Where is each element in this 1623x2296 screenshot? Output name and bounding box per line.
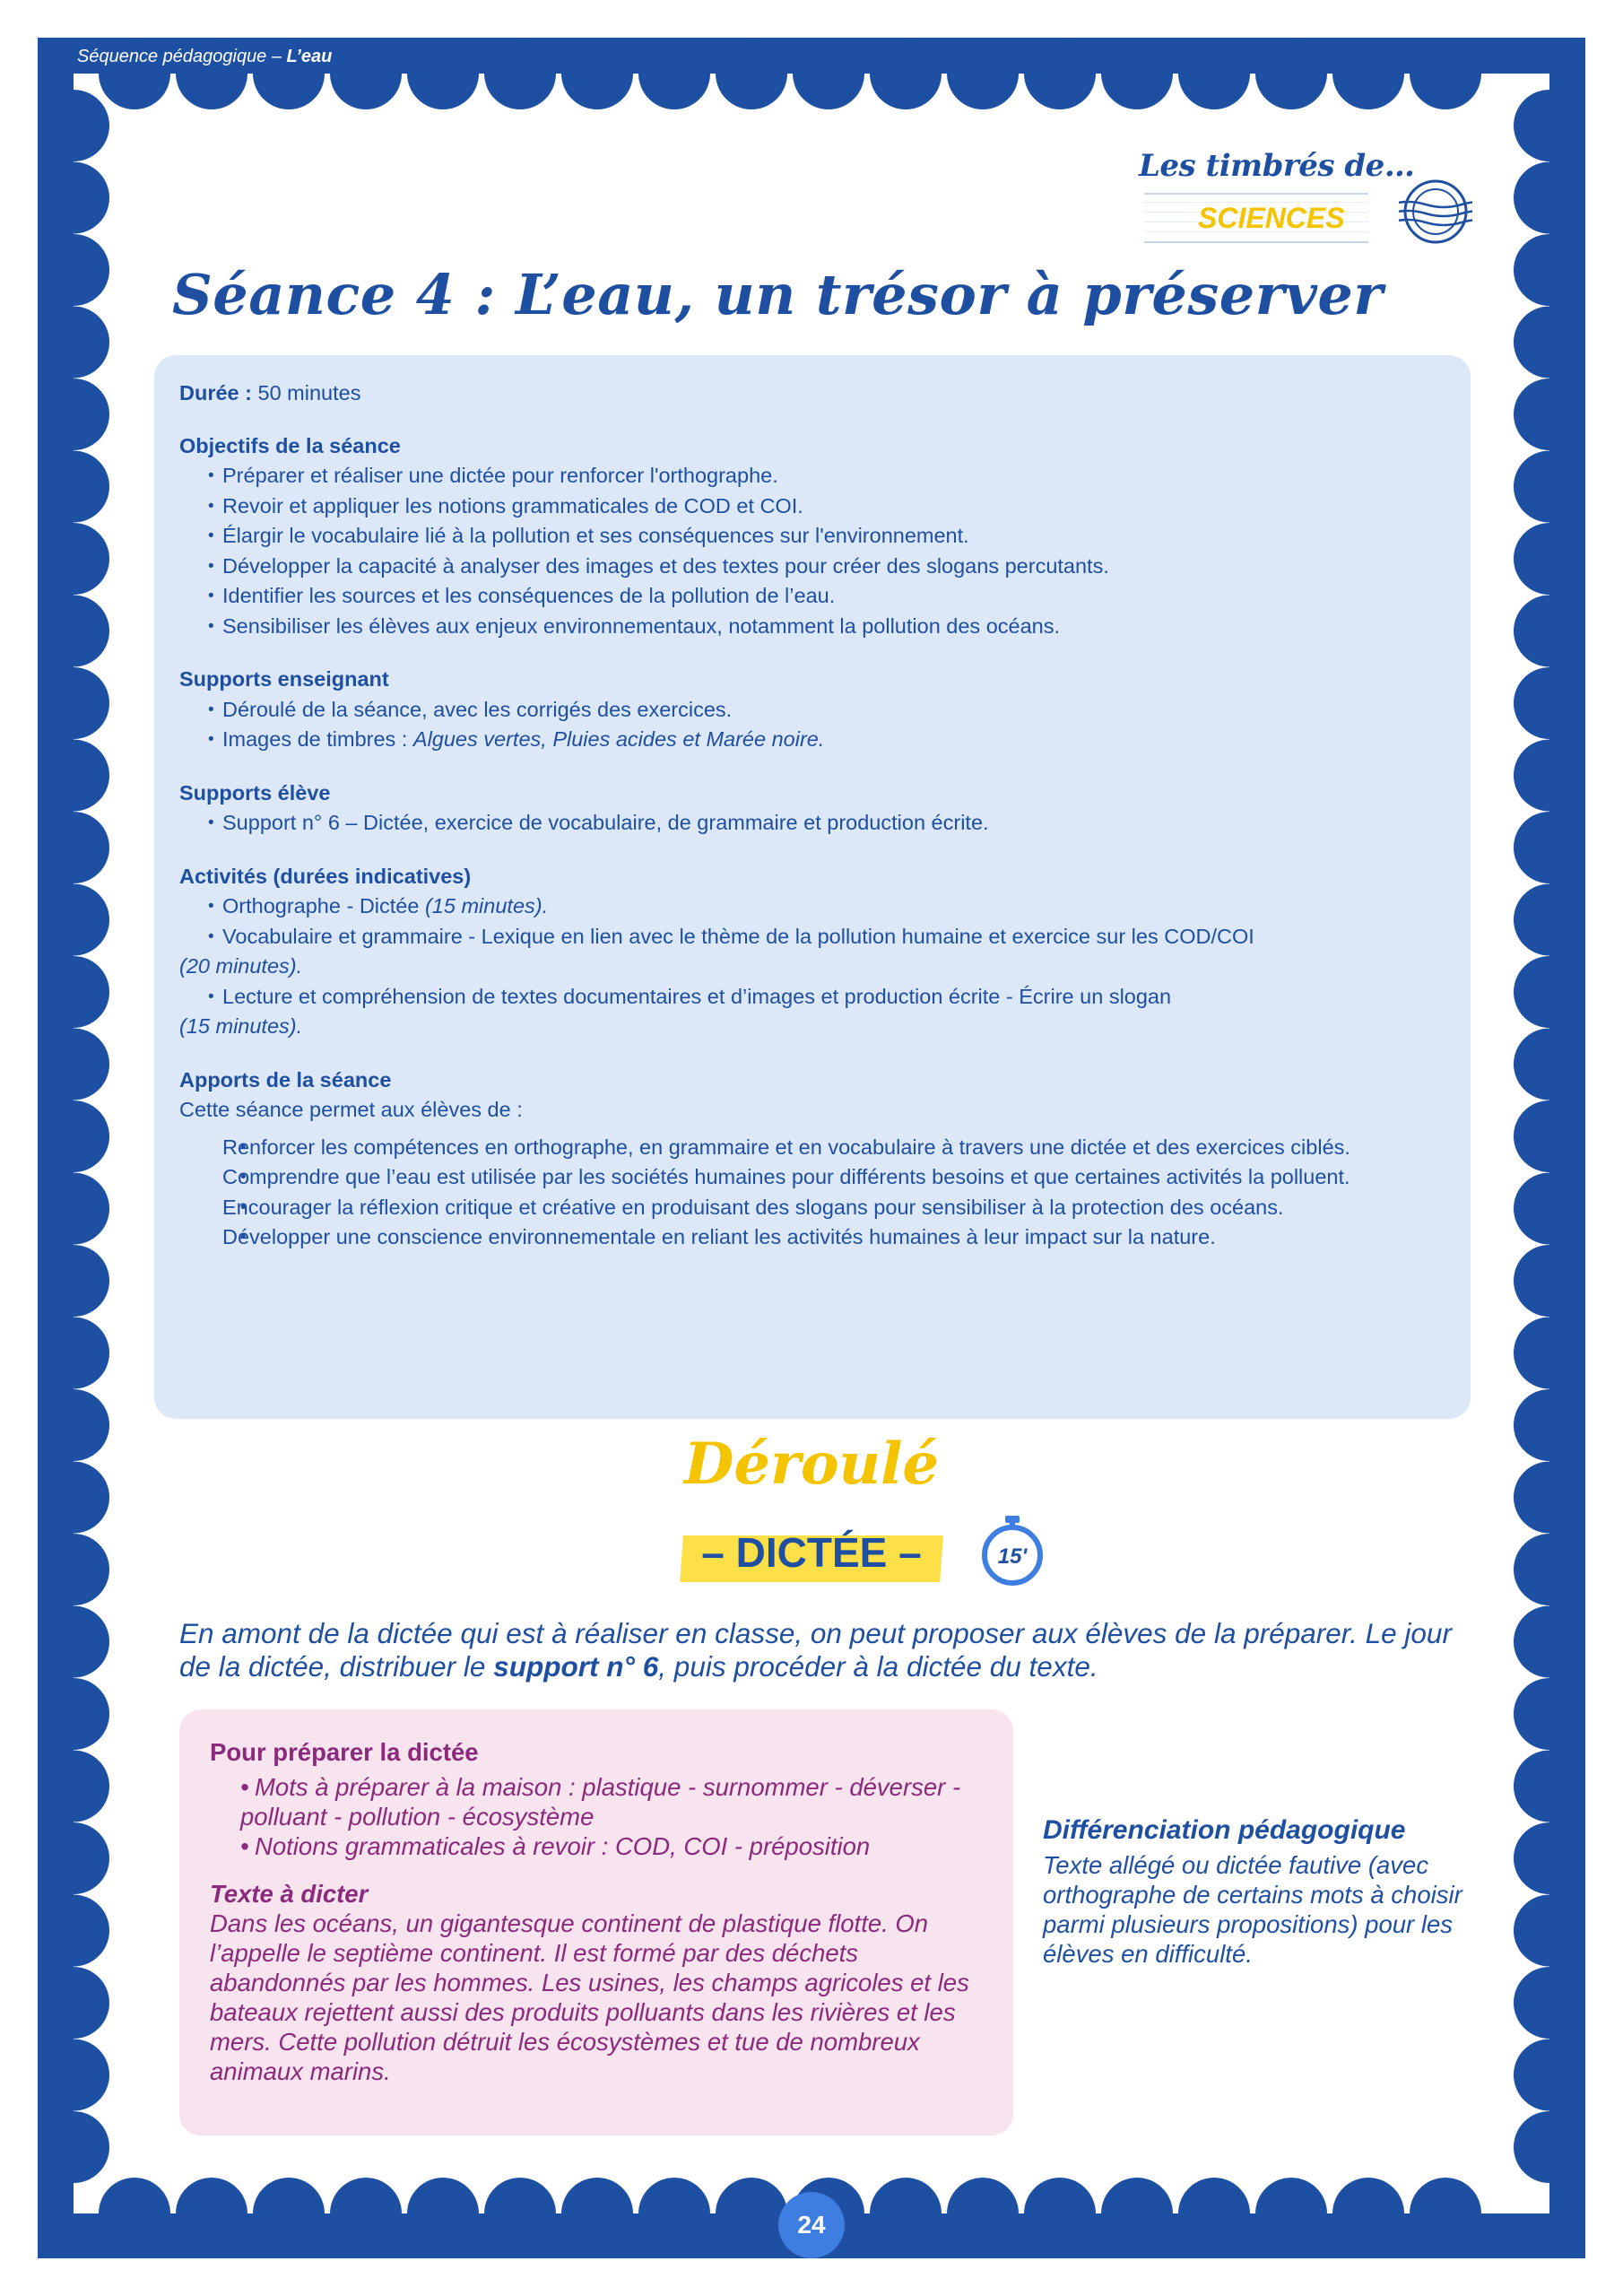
list-item: • Vocabulaire et grammaire - Lexique en lien avec le thème de la pollution humaine et exercice sur les COD/COI (20 minutes). xyxy=(179,922,1453,982)
frame-scallop xyxy=(38,2111,109,2183)
frame-scallop xyxy=(38,1173,109,1245)
frame-scallop xyxy=(38,596,109,667)
apports-list xyxy=(179,1133,1453,1253)
frame-scallop xyxy=(1514,667,1585,739)
differenciation-title: Différenciation pédagogique xyxy=(1043,1815,1406,1845)
frame-scallop xyxy=(38,956,109,1028)
list-item: • Développer la capacité à analyser des images et des textes pour créer des slogans percutants. xyxy=(179,552,1453,582)
timer-label: 15' xyxy=(997,1544,1028,1569)
list-item: • Déroulé de la séance, avec les corrigés des exercices. xyxy=(179,695,1453,726)
list-item: • Sensibiliser les élèves aux enjeux environnementaux, notamment la pollution des océans. xyxy=(179,612,1453,642)
brand-line2: SCIENCES xyxy=(1198,202,1345,234)
frame-scallop xyxy=(38,1606,109,1678)
list-item: • Notions grammaticales à revoir : COD, COI - préposition xyxy=(210,1831,999,1861)
frame-scallop xyxy=(1514,596,1585,667)
texte-a-dicter: Dans les océans, un gigantesque continent de plastique flotte. On l’appelle le septième continent. Il est formé par des déchets abandonnés par les hommes. Les usines, les champs agricoles et les bateaux rejettent aussi des produits polluants dans les rivières et les mers. Cette pollution détruit les écosystèmes et tue de nombreux animaux marins. xyxy=(210,1909,969,2085)
frame-scallop xyxy=(38,1100,109,1172)
list-item: • Renforcer les compétences en orthographe, en grammaire et en vocabulaire à travers une dictée et des exercices ciblés. xyxy=(179,1133,1453,1163)
dictee-heading xyxy=(681,1525,942,1586)
list-item: • Support n° 6 – Dictée, exercice de vocabulaire, de grammaire et production écrite. xyxy=(179,808,1453,839)
frame-scallop xyxy=(716,38,787,109)
frame-scallop xyxy=(253,2178,325,2249)
frame-scallop xyxy=(38,234,109,306)
activites-title: Activités (durées indicatives) xyxy=(179,864,472,888)
frame-scallop xyxy=(330,2178,402,2249)
frame-scallop xyxy=(1101,38,1173,109)
dictee-label: – DICTÉE – xyxy=(701,1529,922,1576)
frame-scallop xyxy=(1514,162,1585,234)
objectifs-list xyxy=(179,461,1453,641)
frame-scallop xyxy=(1514,1173,1585,1245)
frame-scallop xyxy=(1514,378,1585,450)
differenciation xyxy=(1043,1814,1473,1969)
frame-scallop xyxy=(38,1534,109,1605)
list-item: • Comprendre que l’eau est utilisée par les sociétés humaines pour différents besoins et que certaines activités la polluent. xyxy=(179,1162,1453,1193)
frame-scallop xyxy=(1514,1318,1585,1389)
supports-enseignant-title: Supports enseignant xyxy=(179,667,389,691)
list-item: • Revoir et appliquer les notions grammaticales de COD et COI. xyxy=(179,491,1453,522)
list-item: • Lecture et compréhension de textes documentaires et d’images et production écrite - Écrire un slogan (15 minutes). xyxy=(179,982,1453,1042)
frame-scallop xyxy=(1514,2039,1585,2111)
supports-enseignant-list xyxy=(179,695,1453,755)
objectifs-title: Objectifs de la séance xyxy=(179,433,401,457)
frame-scallop xyxy=(1024,2178,1096,2249)
frame-scallop xyxy=(38,1245,109,1317)
frame-scallop xyxy=(407,38,479,109)
frame-scallop xyxy=(947,2178,1019,2249)
apports-title: Apports de la séance xyxy=(179,1067,392,1091)
frame-scallop xyxy=(38,307,109,378)
frame-scallop xyxy=(484,2178,556,2249)
page-number: 24 xyxy=(778,2192,845,2258)
frame-scallop xyxy=(1332,38,1404,109)
list-item: • Mots à préparer à la maison : plastique - surnommer - déverser - polluant - pollution - écosystème xyxy=(210,1772,999,1831)
list-item: • Encourager la réflexion critique et créative en produisant des slogans pour sensibiliser à la protection des océans. xyxy=(179,1193,1453,1223)
frame-scallop xyxy=(1514,1678,1585,1750)
frame-scallop xyxy=(99,2178,170,2249)
activites-list xyxy=(179,891,1453,1042)
frame-scallop xyxy=(330,38,402,109)
list-item: • Orthographe - Dictée (15 minutes). xyxy=(179,891,1453,922)
differenciation-text: Texte allégé ou dictée fautive (avec orthographe de certains mots à choisir parmi plusieurs propositions) pour les élèves en difficulté. xyxy=(1043,1851,1462,1968)
frame-scallop xyxy=(1514,1100,1585,1172)
frame-scallop xyxy=(38,740,109,812)
frame-scallop xyxy=(1514,1895,1585,1967)
deroule-heading: Déroulé xyxy=(683,1431,940,1498)
frame-scallop xyxy=(561,2178,633,2249)
dictee-content xyxy=(210,1737,999,2086)
frame-scallop xyxy=(947,38,1019,109)
frame-scallop xyxy=(1514,90,1585,161)
list-item: • Identifier les sources et les conséquences de la pollution de l’eau. xyxy=(179,581,1453,612)
frame-scallop xyxy=(1101,2178,1173,2249)
frame-scallop xyxy=(1514,2111,1585,2183)
frame-scallop xyxy=(38,1822,109,1894)
frame-scallop xyxy=(38,1029,109,1100)
frame-scallop xyxy=(1514,956,1585,1028)
page-title: Séance 4 : L’eau, un trésor à préserver xyxy=(172,262,1384,327)
frame-scallop xyxy=(1514,307,1585,378)
frame-scallop xyxy=(38,162,109,234)
texte-title: Texte à dicter xyxy=(210,1880,369,1908)
list-item: • Images de timbres : Algues vertes, Pluies acides et Marée noire. xyxy=(179,725,1453,755)
frame-scallop xyxy=(1332,2178,1404,2249)
brand-box xyxy=(1144,193,1368,243)
prep-title: Pour préparer la dictée xyxy=(210,1738,479,1766)
frame-scallop xyxy=(793,38,864,109)
supports-eleve-title: Supports élève xyxy=(179,780,331,804)
info-content xyxy=(179,378,1453,1253)
frame-scallop xyxy=(176,2178,247,2249)
frame-scallop xyxy=(1514,1822,1585,1894)
intro-paragraph: En amont de la dictée qui est à réaliser en classe, on peut proposer aux élèves de la préparer. Le jour de la dictée, distribuer le support n° 6, puis procéder à la dictée du texte. xyxy=(179,1617,1452,1683)
frame-scallop xyxy=(1514,1534,1585,1605)
frame-scallop xyxy=(38,2039,109,2111)
frame-scallop xyxy=(38,1751,109,1822)
supports-eleve-list xyxy=(179,808,1453,839)
prep-list xyxy=(210,1772,999,1861)
frame-scallop xyxy=(1514,1606,1585,1678)
frame-scallop xyxy=(38,523,109,595)
frame-scallop xyxy=(1514,1967,1585,2039)
duree-line: Durée : 50 minutes xyxy=(179,381,361,404)
frame-scallop xyxy=(870,2178,942,2249)
frame-scallop xyxy=(716,2178,787,2249)
frame-scallop xyxy=(38,812,109,883)
frame-scallop xyxy=(38,1967,109,2039)
apports-intro: Cette séance permet aux élèves de : xyxy=(179,1098,523,1121)
frame-scallop xyxy=(1178,38,1250,109)
frame-scallop xyxy=(1255,38,1327,109)
frame-scallop xyxy=(1255,2178,1327,2249)
frame-scallop xyxy=(638,2178,710,2249)
frame-scallop xyxy=(38,451,109,523)
frame-scallop xyxy=(870,38,942,109)
stopwatch-icon xyxy=(979,1514,1046,1587)
frame-scallop xyxy=(561,38,633,109)
list-item: • Développer une conscience environnementale en reliant les activités humaines à leur impact sur la nature. xyxy=(179,1222,1453,1253)
header-sequence: Séquence pédagogique – L’eau xyxy=(77,47,333,66)
frame-scallop xyxy=(1514,1029,1585,1100)
frame-scallop xyxy=(1514,1245,1585,1317)
frame-scallop xyxy=(38,884,109,956)
brand-line1: Les timbrés de… xyxy=(1139,148,1415,184)
frame-scallop xyxy=(484,38,556,109)
brand-logo xyxy=(1139,148,1480,256)
frame-scallop xyxy=(1514,740,1585,812)
frame-scallop xyxy=(38,1895,109,1967)
frame-scallop xyxy=(38,667,109,739)
frame-scallop xyxy=(1410,2178,1481,2249)
list-item: • Élargir le vocabulaire lié à la pollution et ses conséquences sur l'environnement. xyxy=(179,521,1453,552)
postmark-icon xyxy=(1399,175,1472,248)
frame-scallop xyxy=(38,90,109,161)
frame-scallop xyxy=(1410,38,1481,109)
frame-scallop xyxy=(1514,812,1585,883)
frame-scallop xyxy=(1514,523,1585,595)
frame-scallop xyxy=(38,378,109,450)
frame-scallop xyxy=(407,2178,479,2249)
frame-scallop xyxy=(638,38,710,109)
frame-scallop xyxy=(38,1678,109,1750)
frame-scallop xyxy=(1514,451,1585,523)
frame-scallop xyxy=(1514,1751,1585,1822)
frame-scallop xyxy=(38,1318,109,1389)
frame-scallop xyxy=(1514,234,1585,306)
frame-scallop xyxy=(1178,2178,1250,2249)
frame-scallop xyxy=(1024,38,1096,109)
frame-scallop xyxy=(1514,884,1585,956)
list-item: • Préparer et réaliser une dictée pour renforcer l'orthographe. xyxy=(179,461,1453,491)
